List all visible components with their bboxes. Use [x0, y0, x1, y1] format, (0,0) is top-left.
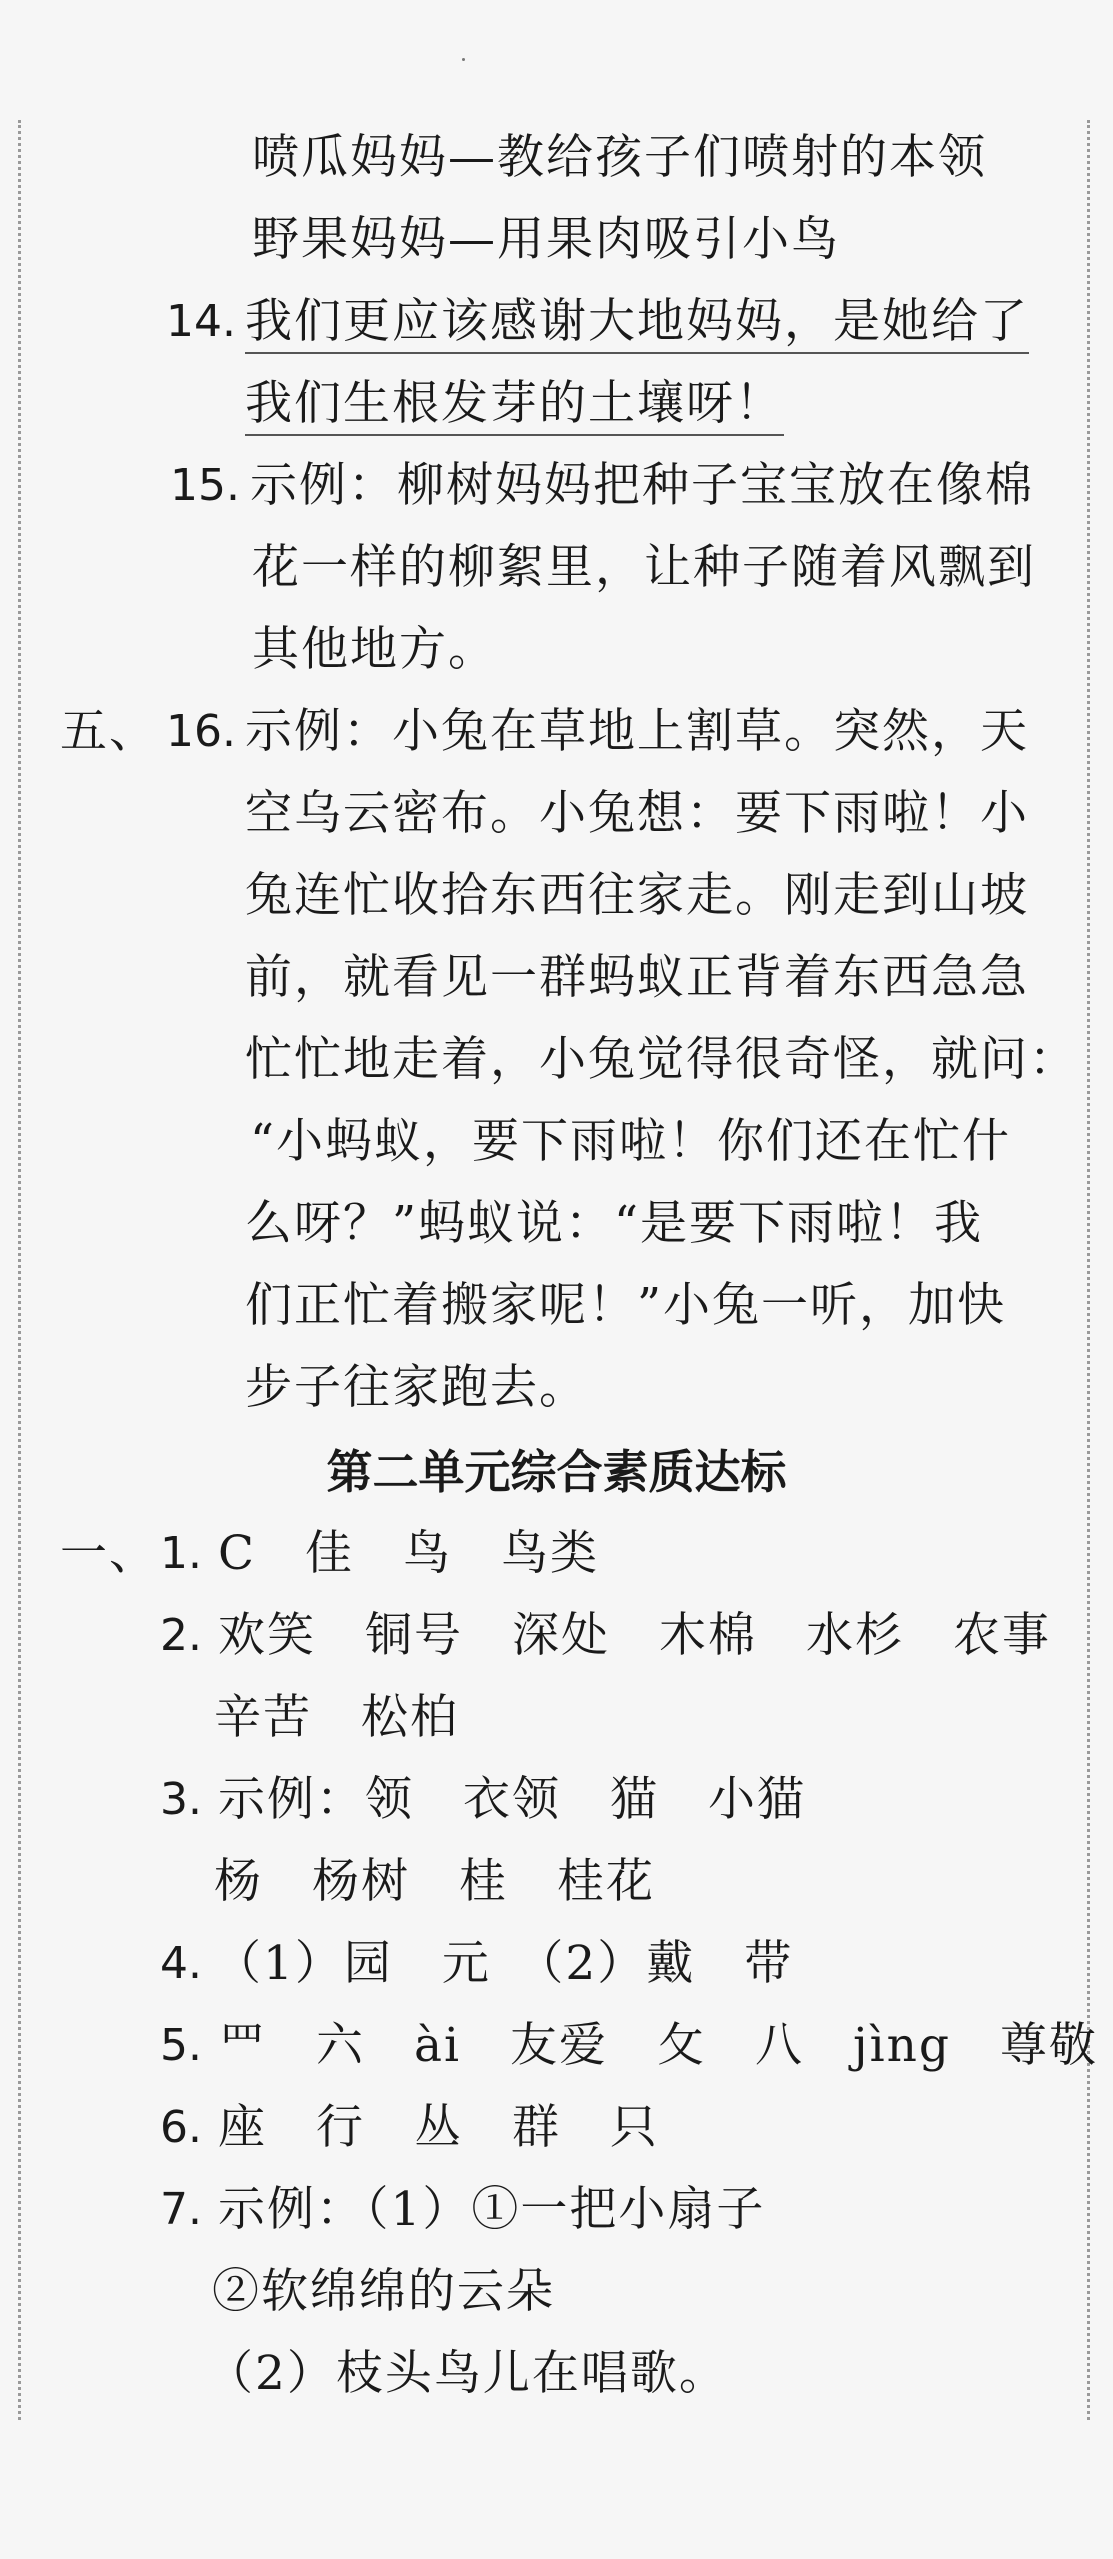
answer-line: 示例：（1）①一把小扇子	[218, 2182, 766, 2237]
answer-line: 我们更应该感谢大地妈妈，是她给了	[245, 292, 1029, 354]
question-number: 2.	[160, 1610, 202, 1661]
answer-line: “小蚂蚁，要下雨啦！你们还在忙什	[250, 1114, 1012, 1169]
answer-line: 兔连忙收拾东西往家走。刚走到山坡	[245, 868, 1029, 923]
answer-line: 杨 杨树 桂 桂花	[214, 1854, 655, 1909]
answer-line: 欢笑 铜号 深处 木棉 水杉 农事	[218, 1608, 1051, 1663]
answer-line: 罒 六 ài 友爱 攵 八 jìng 尊敬	[218, 2018, 1099, 2073]
question-number: 15.	[170, 460, 240, 511]
answer-line: 忙忙地走着，小兔觉得很奇怪，就问：	[245, 1032, 1078, 1087]
answer-line: 喷瓜妈妈—教给孩子们喷射的本领	[252, 130, 987, 185]
answer-line: 辛苦 松柏	[214, 1690, 459, 1745]
question-number: 4.	[160, 1938, 202, 1989]
answer-line: 其他地方。	[252, 622, 497, 677]
left-dotted-border	[18, 120, 21, 2420]
answer-line: 步子往家跑去。	[245, 1360, 588, 1415]
answer-line: 示例：柳树妈妈把种子宝宝放在像棉	[250, 458, 1034, 513]
section-label: 一、	[60, 1526, 158, 1581]
question-number: 14.	[166, 296, 236, 347]
question-number: 5.	[160, 2020, 202, 2071]
section-label: 五、	[60, 704, 158, 759]
answer-line: ②软绵绵的云朵	[212, 2264, 555, 2319]
answer-line: 么呀？”蚂蚁说：“是要下雨啦！我	[245, 1196, 984, 1251]
answer-line: 示例：小兔在草地上割草。突然，天	[245, 704, 1029, 759]
answer-line: 前，就看见一群蚂蚁正背着东西急急	[245, 950, 1029, 1005]
answer-line: 座 行 丛 群 只	[218, 2100, 659, 2155]
answer-line: 花一样的柳絮里，让种子随着风飘到	[252, 540, 1036, 595]
answer-line: （1）园 元 （2）戴 带	[214, 1936, 794, 1991]
answer-line: 我们生根发芽的土壤呀！	[245, 374, 784, 436]
question-number: 3.	[160, 1774, 202, 1825]
answer-line: 空乌云密布。小兔想：要下雨啦！小	[245, 786, 1029, 841]
answer-line: （2）枝头鸟儿在唱歌。	[206, 2346, 728, 2401]
unit-title: 第二单元综合素质达标	[326, 1445, 787, 1499]
answer-line: C 佳 鸟 鸟类	[218, 1526, 599, 1581]
answer-line: 们正忙着搬家呢！”小兔一听，加快	[245, 1278, 1007, 1333]
answer-line: 野果妈妈—用果肉吸引小鸟	[252, 212, 840, 267]
question-number: 7.	[160, 2184, 202, 2235]
question-number: 1.	[160, 1528, 202, 1579]
answer-line: 示例：领 衣领 猫 小猫	[218, 1772, 806, 1827]
question-number: 6.	[160, 2102, 202, 2153]
scan-speck	[462, 58, 465, 61]
question-number: 16.	[166, 706, 236, 757]
